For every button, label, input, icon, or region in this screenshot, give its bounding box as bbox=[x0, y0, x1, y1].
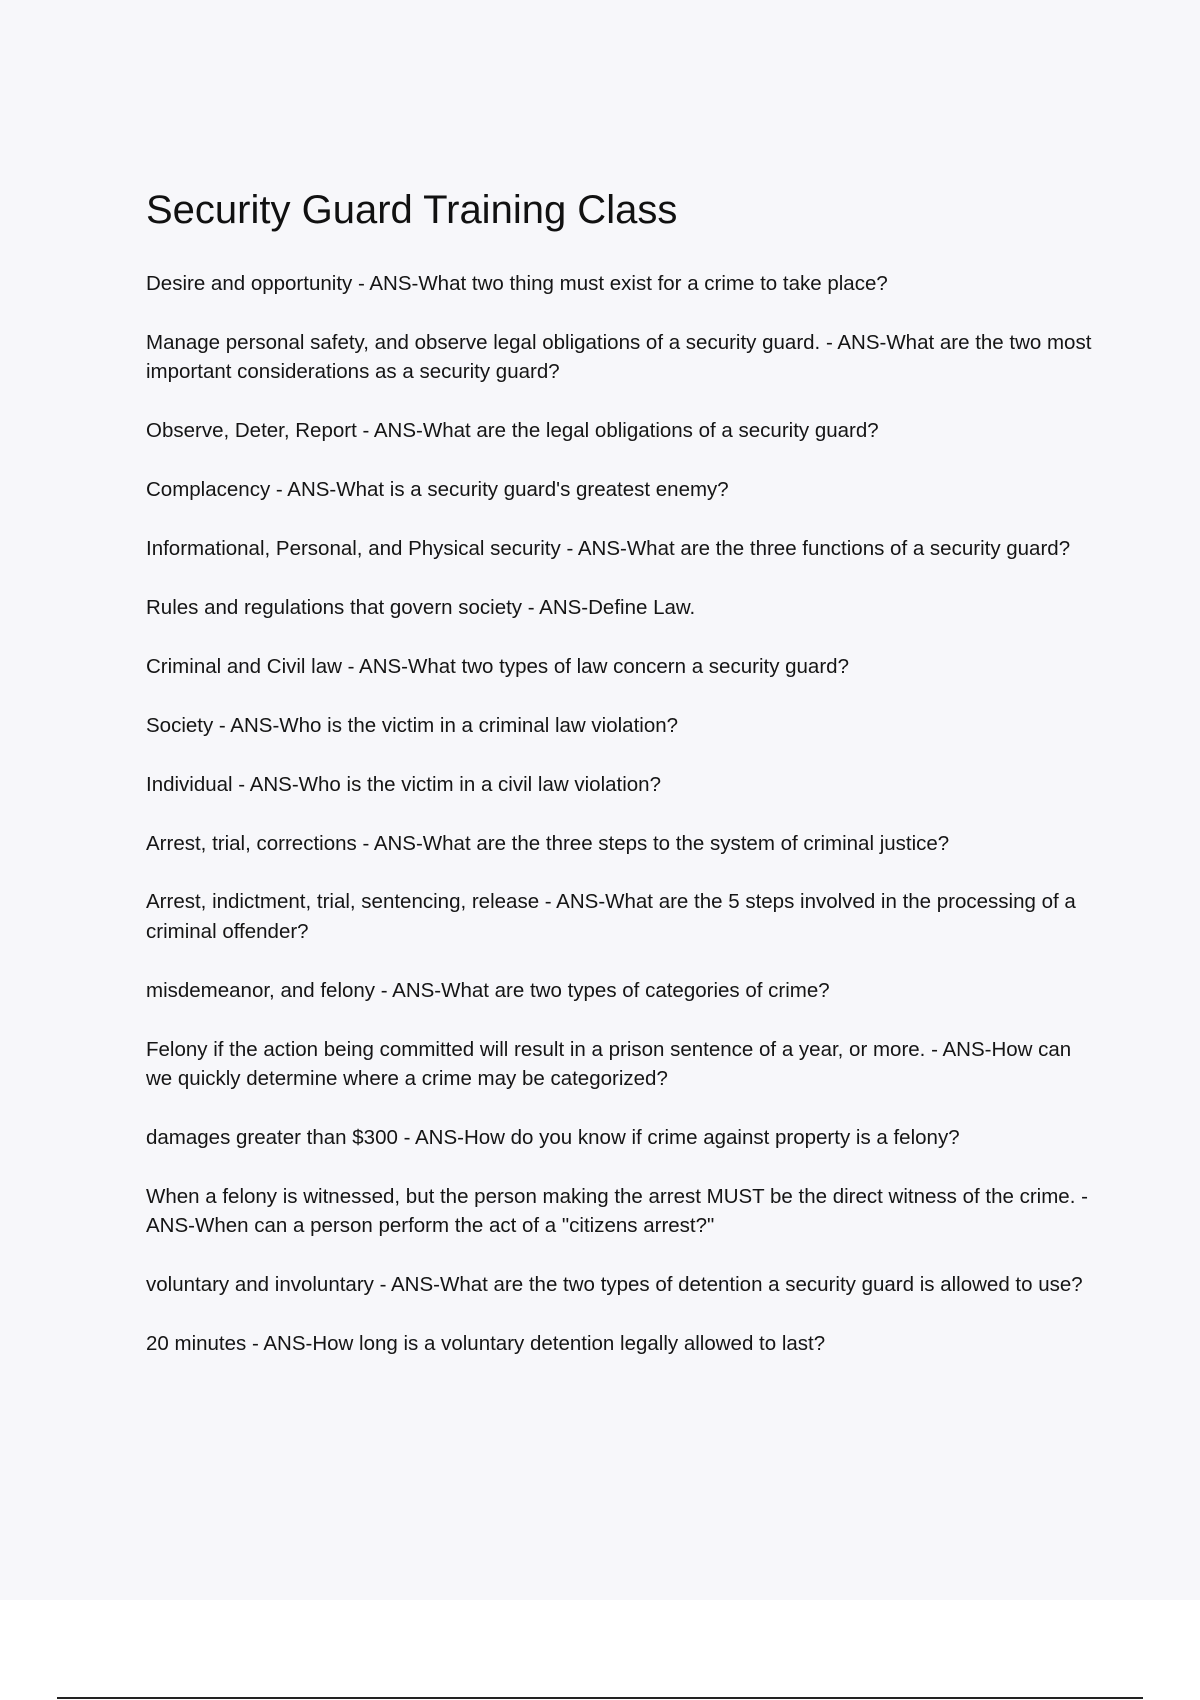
qa-item: When a felony is witnessed, but the person making the arrest MUST be the direct witness of the crime. - ANS-When can a person perform the act of a "citizens arrest?" bbox=[146, 1184, 1088, 1238]
qa-item: misdemeanor, and felony - ANS-What are two types of categories of crime? bbox=[146, 978, 830, 1002]
qa-item: Rules and regulations that govern society - ANS-Define Law. bbox=[146, 595, 696, 619]
qa-list bbox=[146, 269, 1096, 1359]
document-title: Security Guard Training Class bbox=[146, 188, 678, 232]
qa-item: Arrest, trial, corrections - ANS-What are the three steps to the system of criminal justice? bbox=[146, 831, 950, 855]
qa-item: Desire and opportunity - ANS-What two thing must exist for a crime to take place? bbox=[146, 272, 888, 295]
qa-item: Arrest, indictment, trial, sentencing, release - ANS-What are the 5 steps involved in the processing of a criminal offender? bbox=[146, 890, 1076, 943]
qa-item: damages greater than $300 - ANS-How do you know if crime against property is a felony? bbox=[146, 1126, 960, 1150]
qa-item: Felony if the action being committed will result in a prison sentence of a year, or more. - ANS-How can we quickly determine where a crime may be categorized? bbox=[146, 1037, 1072, 1091]
qa-item: Criminal and Civil law - ANS-What two types of law concern a security guard? bbox=[146, 654, 849, 678]
qa-item: Complacency - ANS-What is a security guard's greatest enemy? bbox=[146, 478, 729, 502]
document-body bbox=[146, 184, 1096, 1388]
footer-divider bbox=[57, 1697, 1143, 1699]
qa-item: Informational, Personal, and Physical security - ANS-What are the three functions of a security guard? bbox=[146, 537, 1071, 561]
qa-item: Manage personal safety, and observe legal obligations of a security guard. - ANS-What are the two most important considerations as a security guard? bbox=[146, 330, 1092, 384]
qa-item: voluntary and involuntary - ANS-What are the two types of detention a security guard is allowed to use? bbox=[146, 1273, 1083, 1297]
qa-item: Society - ANS-Who is the victim in a criminal law violation? bbox=[146, 713, 679, 737]
qa-item: Observe, Deter, Report - ANS-What are the legal obligations of a security guard? bbox=[146, 419, 879, 443]
qa-item: Individual - ANS-Who is the victim in a civil law violation? bbox=[146, 772, 661, 796]
qa-item: 20 minutes - ANS-How long is a voluntary detention legally allowed to last? bbox=[146, 1332, 826, 1356]
